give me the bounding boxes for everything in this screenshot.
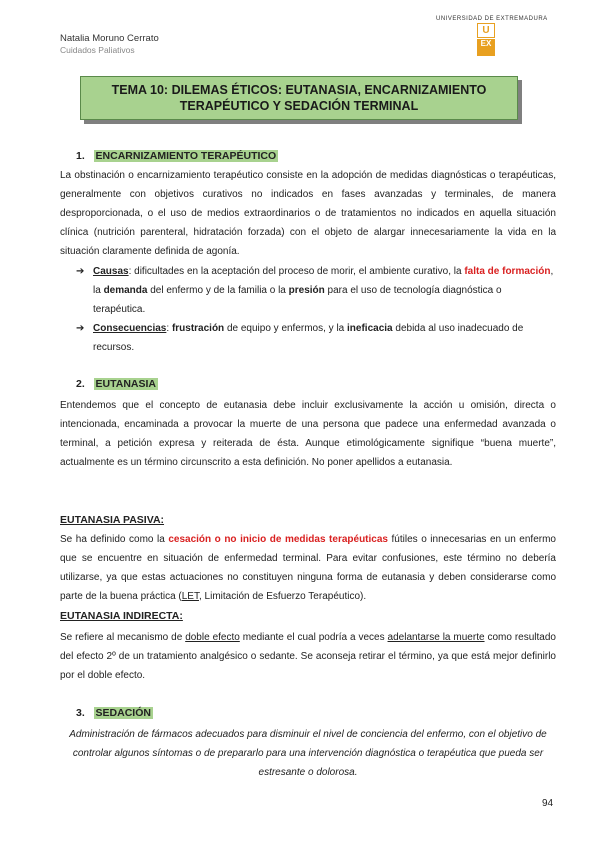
title-line-2: TERAPÉUTICO Y SEDACIÓN TERMINAL [179,99,419,113]
section-title: ENCARNIZAMIENTO TERAPÉUTICO [95,150,277,162]
section-heading-2 [76,378,158,390]
subject-name: Cuidados Paliativos [60,45,135,55]
paragraph-eutanasia-indirecta [60,628,556,685]
paragraph-eutanasia: Entendemos que el concepto de eutanasia debe incluir exclusivamente la acción u omisión, directa o intencionada, encaminada a provocar la muerte de una persona que padece una enfermedad avanzada o terminal, a petición expresa y reiterada de ésta. Aunque etimológicamente signifique “buena muerte”, actualmente es un término circunscrito a esta definición. No poner apellidos a eutanasia. [60,400,556,468]
author-name: Natalia Moruno Cerrato [60,33,159,44]
text: : [166,323,172,334]
highlight-red: cesación o no inicio de medidas terapéuticas [168,534,388,545]
subheading-eutanasia-indirecta: EUTANASIA INDIRECTA: [60,610,183,622]
paragraph-eutanasia-pasiva [60,530,556,606]
section-title: SEDACIÓN [95,707,151,719]
text: mediante el cual podría a veces [239,632,388,643]
text: : dificultades en la aceptación del proceso de morir, el ambiente curativo, la [128,266,465,277]
bold-term: ineficacia [347,323,393,334]
section-number: 3. [76,707,85,719]
text: del enfermo y de la familia o la [147,285,289,296]
section-title: EUTANASIA [95,378,157,390]
university-logo [436,14,556,62]
underlined-term: LET [181,591,199,602]
arrow-icon: ➔ [76,266,85,277]
bold-term: frustración [171,323,225,334]
text: Se ha definido como la [60,534,169,545]
bullet-causas [78,262,556,319]
logo-text: UNIVERSIDAD DE EXTREMADURA [436,16,548,22]
text: , la [93,266,554,296]
text: debida al uso inadecuado de recursos. [93,323,524,353]
highlight-red: falta de formación [464,266,551,277]
text: como resultado del efecto 2º de un tratamiento analgésico o sedante. Se aconseja retirar el término, ya que está mejor definirlo por el doble efecto. [60,632,556,681]
arrow-icon: ➔ [76,323,85,334]
section-heading-3 [76,707,153,719]
text: , Limitación de Esfuerzo Terapéutico). [198,591,367,602]
underlined-term: doble efecto [185,632,240,643]
bold-term: demanda [103,285,148,296]
bullet-label: Consecuencias [93,323,167,334]
text: de equipo y enfermos, y la [224,323,348,334]
page-number: 94 [542,798,554,809]
text: Se refiere al mecanismo de [60,632,186,643]
logo-ex-mark: EX [477,39,495,56]
bold-term: presión [288,285,325,296]
bullet-label: Causas [93,266,129,277]
bullet-consecuencias [78,319,556,357]
paragraph-encarnizamiento: La obstinación o encarnizamiento terapéutico consiste en la adopción de medidas diagnósticas o terapéuticas, generalmente con objetivos curativos no indicados en fases avanzadas y terminales, de manera desproporcionada, o el uso de medios extraordinarios o de tratamientos no indicados en aquella situación clínica (nutrición parenteral, hidratación forzada) con el objeto de alargar innecesariamente la vida en la situación claramente definida de agonía. [60,170,556,257]
page-title [80,76,518,120]
paragraph-sedacion: Administración de fármacos adecuados para disminuir el nivel de conciencia del enfermo, con el objetivo de controlar algunos síntomas o de prepararlo para una intervención diagnóstica o terapéutica que pueda ser estresante o dolorosa. [69,729,547,778]
text: fútiles o innecesarias en un enfermo que se encuentre en situación de enfermedad terminal. Para evitar confusiones, este término no debería utilizarse, ya que estas actuaciones no constituyen ninguna forma de eutanasia y deben considerarse como parte de la buena práctica ( [60,534,556,602]
logo-u-mark: U [477,23,495,38]
section-number: 1. [76,150,85,162]
underlined-term: adelantarse la muerte [387,632,485,643]
subheading-eutanasia-pasiva: EUTANASIA PASIVA: [60,514,165,526]
section-heading-1 [76,150,278,162]
title-line-1: TEMA 10: DILEMAS ÉTICOS: EUTANASIA, ENCARNIZAMIENTO [111,83,487,97]
section-number: 2. [76,378,85,390]
text: para el uso de tecnología diagnóstica o terapéutica. [93,285,502,315]
